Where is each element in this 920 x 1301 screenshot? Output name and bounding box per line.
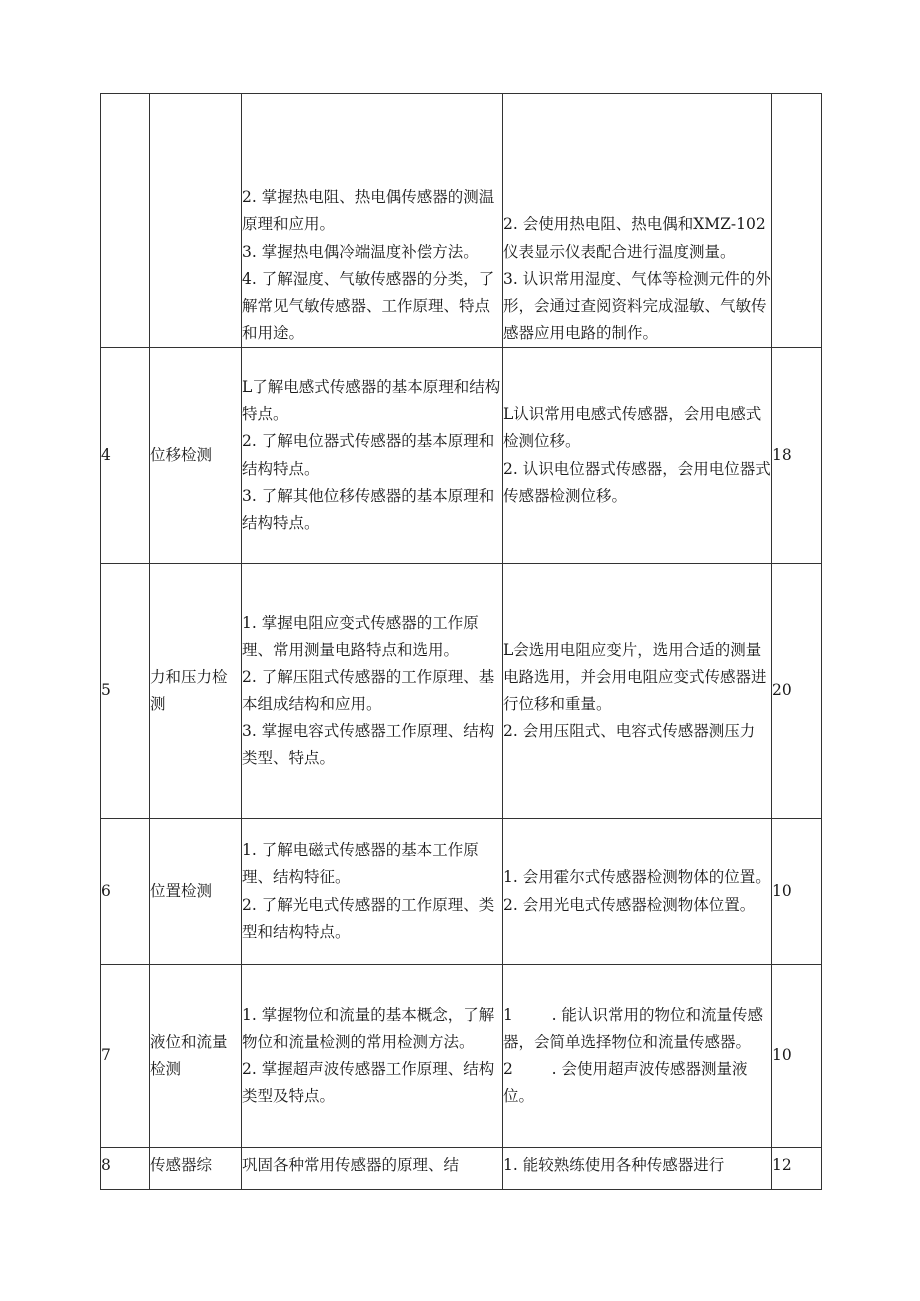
content-item: 2. 掌握超声波传感器工作原理、结构类型及特点。	[242, 1060, 495, 1106]
requirement-item	[503, 1002, 771, 1056]
row-number: 5	[101, 564, 150, 819]
requirement-cell	[503, 819, 772, 965]
row-number: 6	[101, 819, 150, 965]
hours-cell	[772, 94, 822, 348]
content-cell	[242, 348, 503, 564]
hours-cell: 12	[772, 1148, 822, 1190]
requirement-item: L会选用电阻应变片，选用合适的测量电路选用，并会用电阻应变式传感器进行位移和重量。	[503, 640, 767, 713]
content-cell	[242, 564, 503, 819]
topic-cell: 传感器综	[150, 1148, 242, 1190]
table-row	[101, 348, 822, 564]
requirement-cell	[503, 1148, 772, 1190]
hours-cell: 20	[772, 564, 822, 819]
topic-cell	[150, 94, 242, 348]
requirement-item: 2. 会用压阻式、电容式传感器测压力	[503, 722, 756, 741]
requirement-item: 2. 会使用热电阻、热电偶和XMZ-102仪表显示仪表配合进行温度测量。	[503, 215, 766, 261]
requirement-cell	[503, 564, 772, 819]
requirement-number: 1	[503, 1005, 513, 1024]
hours-cell: 10	[772, 965, 822, 1148]
content-item: 巩固各种常用传感器的原理、结	[242, 1156, 460, 1174]
content-cell	[242, 1148, 503, 1190]
content-item: 2. 了解光电式传感器的工作原理、类型和结构特点。	[242, 895, 495, 941]
content-item: 4. 了解湿度、气敏传感器的分类，了解常见气敏传感器、工作原理、特点和用途。	[242, 269, 495, 342]
content-item: 3. 了解其他位移传感器的基本原理和结构特点。	[242, 486, 495, 532]
content-item: 2. 了解压阻式传感器的工作原理、基本组成结构和应用。	[242, 667, 495, 713]
table-row	[101, 819, 822, 965]
content-item: 2. 了解电位器式传感器的基本原理和结构特点。	[242, 432, 495, 478]
hours-cell: 10	[772, 819, 822, 965]
table-row	[101, 94, 822, 348]
hours-cell: 18	[772, 348, 822, 564]
table-row	[101, 1148, 822, 1190]
requirement-item: 1. 会用霍尔式传感器检测物体的位置。	[503, 868, 771, 887]
requirement-item: 1. 能较熟练使用各种传感器进行	[503, 1156, 725, 1174]
row-number: 8	[101, 1148, 150, 1190]
requirement-number: 2	[503, 1060, 513, 1078]
content-cell	[242, 965, 503, 1148]
row-number: 4	[101, 348, 150, 564]
topic-cell: 液位和流量检测	[150, 965, 242, 1148]
content-item: 1. 了解电磁式传感器的基本工作原理、结构特征。	[242, 841, 479, 887]
content-item: 3. 掌握热电偶冷端温度补偿方法。	[242, 242, 479, 261]
table-row	[101, 965, 822, 1148]
content-item: 1. 掌握物位和流量的基本概念，了解物位和流量检测的常用检测方法。	[242, 1005, 495, 1051]
topic-cell: 力和压力检测	[150, 564, 242, 819]
content-item: 3. 掌握电容式传感器工作原理、结构类型、特点。	[242, 722, 495, 768]
requirement-text: . 能认识常用的物位和流量传感器，会简单选择物位和流量传感器。	[503, 1005, 763, 1051]
requirement-item: 2. 会用光电式传感器检测物体位置。	[503, 895, 756, 914]
row-number	[101, 94, 150, 348]
requirement-item	[503, 1056, 771, 1110]
topic-cell: 位移检测	[150, 348, 242, 564]
requirement-item: L认识常用电感式传感器，会用电感式检测位移。	[503, 405, 762, 451]
requirement-item: 2. 认识电位器式传感器，会用电位器式传感器检测位移。	[503, 459, 771, 505]
curriculum-table	[100, 93, 822, 1190]
requirement-item: 3. 认识常用湿度、气体等检测元件的外形，会通过查阅资料完成湿敏、气敏传感器应用电路的制作。	[503, 269, 771, 342]
content-cell	[242, 94, 503, 348]
requirement-text: . 会使用超声波传感器测量液位。	[503, 1060, 748, 1106]
requirement-cell	[503, 94, 772, 348]
requirement-cell	[503, 965, 772, 1148]
row-number: 7	[101, 965, 150, 1148]
content-cell	[242, 819, 503, 965]
content-item: 1. 掌握电阻应变式传感器的工作原理、常用测量电路特点和选用。	[242, 613, 479, 659]
table-row	[101, 564, 822, 819]
content-item: L了解电感式传感器的基本原理和结构特点。	[242, 378, 501, 424]
content-item: 2. 掌握热电阻、热电偶传感器的测温原理和应用。	[242, 188, 495, 234]
requirement-cell	[503, 348, 772, 564]
topic-cell: 位置检测	[150, 819, 242, 965]
